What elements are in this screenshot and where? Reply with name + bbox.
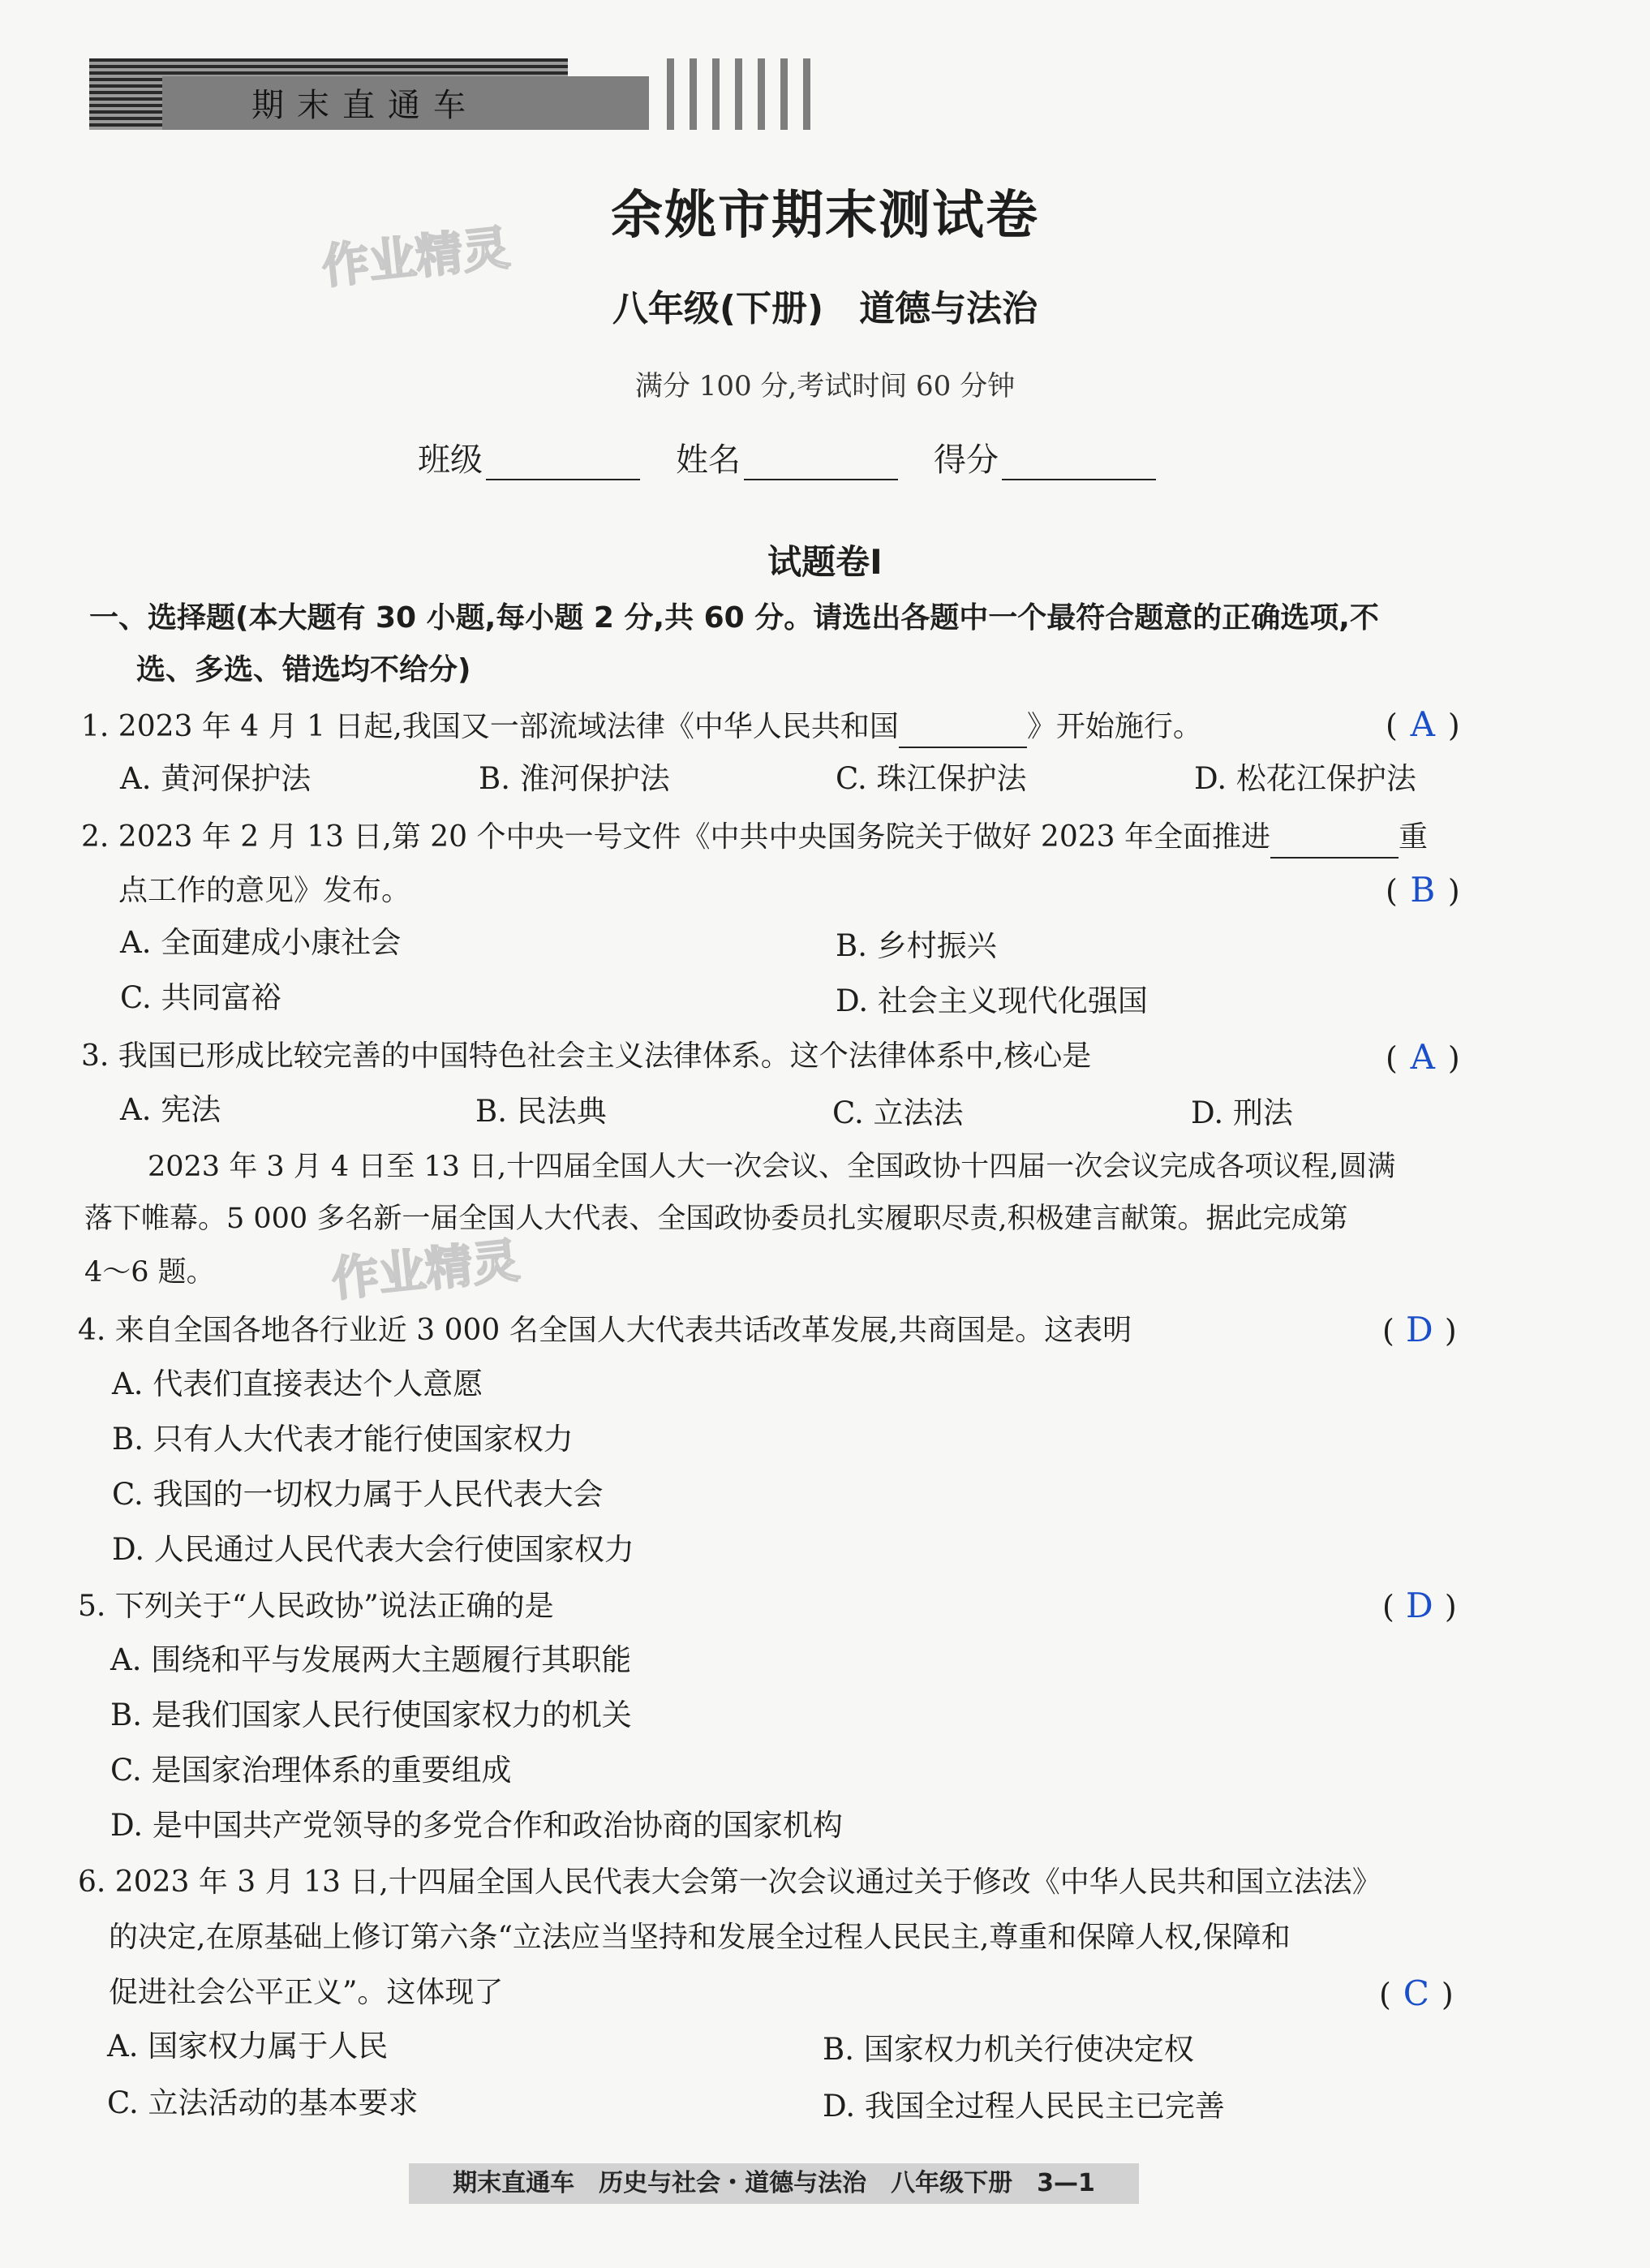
- class-field[interactable]: 班级: [418, 434, 640, 480]
- q6-option-d: D. 我国全过程人民民主已完善: [823, 2089, 1225, 2124]
- watermark: 作业精灵: [329, 1233, 522, 1307]
- q1-option-d: D. 松花江保护法: [1194, 761, 1416, 796]
- exam-subtitle: 八年级(下册) 道德与法治: [612, 288, 1038, 329]
- student-info-row: [418, 434, 1156, 480]
- answer-2: ( B ): [1386, 870, 1460, 910]
- answer-6: ( C ): [1379, 1973, 1454, 2013]
- q4-option-c: C. 我国的一切权力属于人民代表大会: [112, 1477, 604, 1512]
- q1-option-b: B. 淮河保护法: [479, 761, 670, 796]
- score-field[interactable]: 得分: [934, 434, 1156, 480]
- q1-option-c: C. 珠江保护法: [836, 761, 1027, 796]
- q6-option-a: A. 国家权力属于人民: [107, 2029, 389, 2064]
- watermark: 作业精灵: [319, 220, 513, 295]
- question-6-cont: 的决定,在原基础上修订第六条“立法应当坚持和发展全过程人民民主,尊重和保障人权,保障和: [109, 1921, 1291, 1954]
- question-6-cont: 促进社会公平正义”。这体现了: [109, 1976, 504, 2009]
- question-2-cont: 点工作的意见》发布。: [118, 874, 411, 907]
- section-title: 试题卷Ⅰ: [767, 542, 883, 582]
- q3-option-a: A. 宪法: [120, 1092, 221, 1127]
- q5-option-c: C. 是国家治理体系的重要组成: [110, 1753, 512, 1788]
- answer-blank: [1270, 826, 1399, 859]
- q4-option-d: D. 人民通过人民代表大会行使国家权力: [112, 1532, 634, 1567]
- answer-blank: [899, 716, 1027, 748]
- passage-line-3: 4～6 题。: [84, 1256, 215, 1289]
- question-3: 3. 我国已形成比较完善的中国特色社会主义法律体系。这个法律体系中,核心是: [81, 1039, 1092, 1073]
- question-5: 5. 下列关于“人民政协”说法正确的是: [78, 1590, 554, 1623]
- q3-option-d: D. 刑法: [1191, 1095, 1293, 1130]
- q2-option-a: A. 全面建成小康社会: [120, 925, 402, 960]
- q5-option-d: D. 是中国共产党领导的多党合作和政治协商的国家机构: [110, 1808, 843, 1843]
- question-6: 6. 2023 年 3 月 13 日,十四届全国人民代表大会第一次会议通过关于修改《中华人民共和国立法法》: [78, 1866, 1381, 1899]
- answer-3: ( A ): [1386, 1037, 1460, 1077]
- series-banner: [89, 58, 803, 130]
- question-2: 2. 2023 年 2 月 13 日,第 20 个中央一号文件《中共中央国务院关于做好 2023 年全面推进 重: [81, 816, 1428, 859]
- answer-4: ( D ): [1382, 1310, 1457, 1349]
- section-heading: 一、选择题(本大题有 30 小题,每小题 2 分,共 60 分。请选出各题中一个最符合题意的正确选项,不 选、多选、错选均不给分): [89, 601, 1379, 686]
- page-footer: 期末直通车 历史与社会・道德与法治 八年级下册 3—1: [409, 2163, 1139, 2204]
- q2-option-c: C. 共同富裕: [120, 980, 281, 1015]
- question-4: 4. 来自全国各地各行业近 3 000 名全国人大代表共话改革发展,共商国是。这表明: [78, 1314, 1132, 1347]
- q5-option-b: B. 是我们国家人民行使国家权力的机关: [110, 1698, 632, 1732]
- q5-option-a: A. 围绕和平与发展两大主题履行其职能: [110, 1642, 632, 1677]
- passage-line-2: 落下帷幕。5 000 多名新一届全国人大代表、全国政协委员扎实履职尽责,积极建言献策。据此完成第: [84, 1203, 1348, 1235]
- q1-option-a: A. 黄河保护法: [120, 761, 312, 796]
- name-field[interactable]: 姓名: [676, 434, 898, 480]
- banner-bars: [667, 58, 810, 130]
- series-title: 期末直通车: [251, 87, 479, 124]
- q2-option-d: D. 社会主义现代化强国: [836, 983, 1148, 1018]
- q6-option-b: B. 国家权力机关行使决定权: [823, 2032, 1194, 2067]
- question-1: 1. 2023 年 4 月 1 日起,我国又一部流域法律《中华人民共和国 》开始施行。: [81, 706, 1202, 748]
- q4-option-a: A. 代表们直接表达个人意愿: [112, 1366, 483, 1401]
- q4-option-b: B. 只有人大代表才能行使国家权力: [112, 1422, 574, 1457]
- answer-5: ( D ): [1382, 1586, 1457, 1625]
- answer-1: ( A ): [1386, 704, 1460, 744]
- exam-info: 满分 100 分,考试时间 60 分钟: [634, 370, 1016, 402]
- exam-title: 余姚市期末测试卷: [611, 186, 1039, 246]
- q3-option-b: B. 民法典: [475, 1094, 607, 1129]
- passage-line-1: 2023 年 3 月 4 日至 13 日,十四届全国人大一次会议、全国政协十四届一次会议完成各项议程,圆满: [148, 1151, 1396, 1183]
- q3-option-c: C. 立法法: [832, 1095, 964, 1130]
- q6-option-c: C. 立法活动的基本要求: [107, 2085, 419, 2120]
- q2-option-b: B. 乡村振兴: [836, 928, 997, 963]
